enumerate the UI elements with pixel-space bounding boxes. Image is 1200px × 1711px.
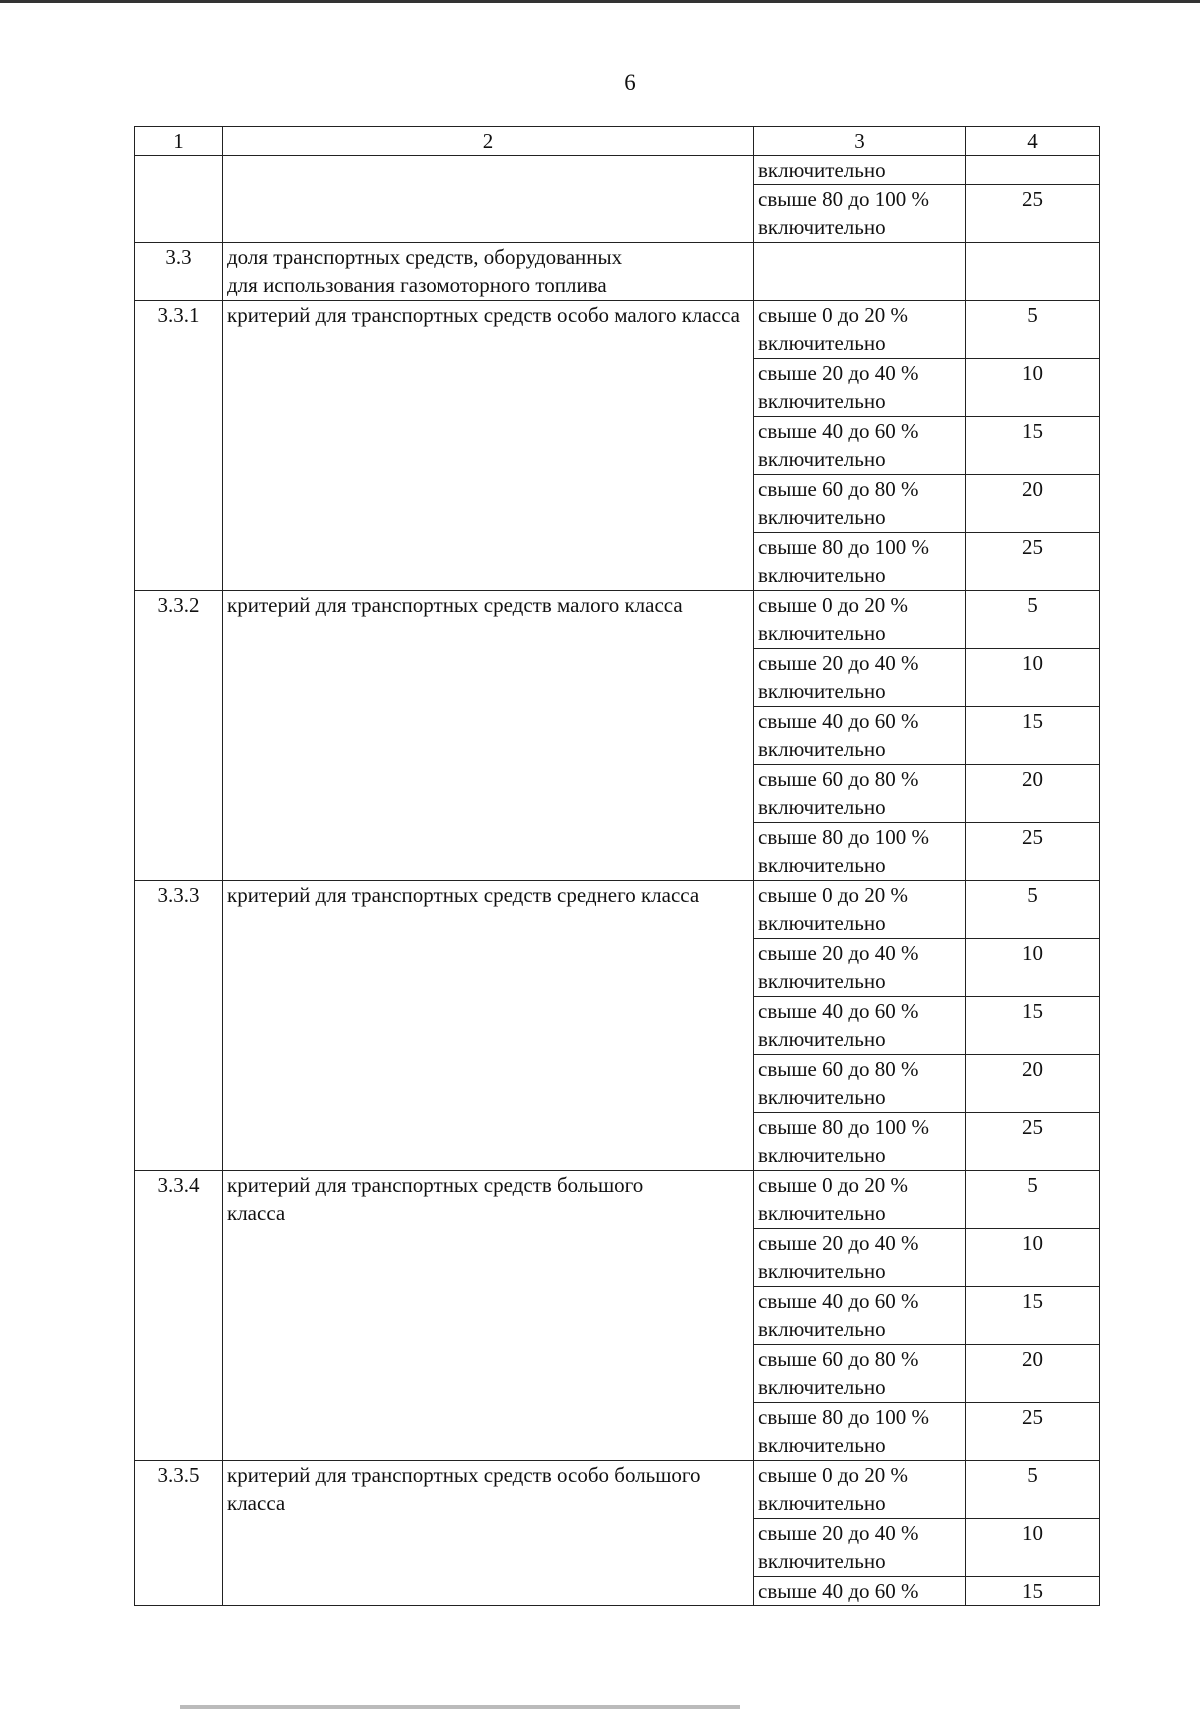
table-row <box>135 1461 1100 1519</box>
cell-range: свыше 20 до 40 % включительно <box>754 939 966 997</box>
column-header-3: 3 <box>754 127 966 156</box>
cell-score: 10 <box>966 1519 1100 1577</box>
cell-criterion: доля транспортных средств, оборудованных для использования газомоторного топлива <box>223 243 754 301</box>
table-row <box>135 591 1100 649</box>
cell-score: 20 <box>966 765 1100 823</box>
cell-range: свыше 60 до 80 % включительно <box>754 1345 966 1403</box>
cell-number: 3.3.5 <box>135 1461 223 1606</box>
cell-score: 10 <box>966 939 1100 997</box>
bottom-border-line <box>180 1705 740 1709</box>
cell-range: свыше 40 до 60 % включительно <box>754 707 966 765</box>
cell-score: 5 <box>966 881 1100 939</box>
cell-range: свыше 40 до 60 % включительно <box>754 997 966 1055</box>
cell-score: 25 <box>966 533 1100 591</box>
cell-score: 5 <box>966 301 1100 359</box>
cell-score: 25 <box>966 185 1100 243</box>
cell-range: свыше 80 до 100 % включительно <box>754 533 966 591</box>
cell-range: свыше 0 до 20 % включительно <box>754 1171 966 1229</box>
cell-range: свыше 60 до 80 % включительно <box>754 765 966 823</box>
table-header-row <box>135 127 1100 156</box>
cell-score: 5 <box>966 1461 1100 1519</box>
cell-range: свыше 0 до 20 % включительно <box>754 591 966 649</box>
cell-score: 25 <box>966 1113 1100 1171</box>
cell-range: включительно <box>754 156 966 185</box>
cell-range: свыше 0 до 20 % включительно <box>754 881 966 939</box>
cell-criterion: критерий для транспортных средств особо большого класса <box>223 1461 754 1606</box>
table-row <box>135 156 1100 185</box>
column-header-1: 1 <box>135 127 223 156</box>
cell-number: 3.3.3 <box>135 881 223 1171</box>
cell-criterion: критерий для транспортных средств особо малого класса <box>223 301 754 591</box>
page-number: 6 <box>624 70 636 95</box>
cell-score: 10 <box>966 1229 1100 1287</box>
cell-range <box>754 243 966 301</box>
cell-range: свыше 80 до 100 % включительно <box>754 823 966 881</box>
cell-score: 15 <box>966 1287 1100 1345</box>
cell-criterion: критерий для транспортных средств малого класса <box>223 591 754 881</box>
cell-score: 15 <box>966 707 1100 765</box>
table-row <box>135 881 1100 939</box>
cell-score: 5 <box>966 591 1100 649</box>
criteria-table <box>134 126 1100 1606</box>
cell-number <box>135 156 223 243</box>
cell-score: 20 <box>966 1345 1100 1403</box>
section-row <box>135 243 1100 301</box>
cell-range: свыше 80 до 100 % включительно <box>754 1403 966 1461</box>
cell-criterion: критерий для транспортных средств среднего класса <box>223 881 754 1171</box>
cell-range: свыше 80 до 100 % включительно <box>754 185 966 243</box>
table-row <box>135 1171 1100 1229</box>
cell-score: 25 <box>966 823 1100 881</box>
cell-criterion <box>223 156 754 243</box>
column-header-4: 4 <box>966 127 1100 156</box>
cell-number: 3.3.1 <box>135 301 223 591</box>
cell-number: 3.3 <box>135 243 223 301</box>
cell-score <box>966 156 1100 185</box>
cell-score: 15 <box>966 1577 1100 1606</box>
cell-range: свыше 20 до 40 % включительно <box>754 359 966 417</box>
cell-score: 10 <box>966 359 1100 417</box>
cell-range: свыше 20 до 40 % включительно <box>754 649 966 707</box>
cell-score: 25 <box>966 1403 1100 1461</box>
cell-score: 5 <box>966 1171 1100 1229</box>
cell-range: свыше 0 до 20 % включительно <box>754 301 966 359</box>
cell-range: свыше 60 до 80 % включительно <box>754 1055 966 1113</box>
cell-range: свыше 20 до 40 % включительно <box>754 1229 966 1287</box>
cell-range: свыше 40 до 60 % <box>754 1577 966 1606</box>
cell-range: свыше 40 до 60 % включительно <box>754 417 966 475</box>
cell-score <box>966 243 1100 301</box>
table-row <box>135 301 1100 359</box>
cell-range: свыше 60 до 80 % включительно <box>754 475 966 533</box>
cell-score: 10 <box>966 649 1100 707</box>
column-header-2: 2 <box>223 127 754 156</box>
cell-range: свыше 80 до 100 % включительно <box>754 1113 966 1171</box>
cell-number: 3.3.2 <box>135 591 223 881</box>
cell-number: 3.3.4 <box>135 1171 223 1461</box>
top-border-line <box>0 0 1200 3</box>
cell-range: свыше 20 до 40 % включительно <box>754 1519 966 1577</box>
cell-score: 20 <box>966 475 1100 533</box>
cell-score: 15 <box>966 417 1100 475</box>
cell-range: свыше 40 до 60 % включительно <box>754 1287 966 1345</box>
cell-score: 15 <box>966 997 1100 1055</box>
cell-criterion: критерий для транспортных средств большого класса <box>223 1171 754 1461</box>
cell-range: свыше 0 до 20 % включительно <box>754 1461 966 1519</box>
cell-score: 20 <box>966 1055 1100 1113</box>
